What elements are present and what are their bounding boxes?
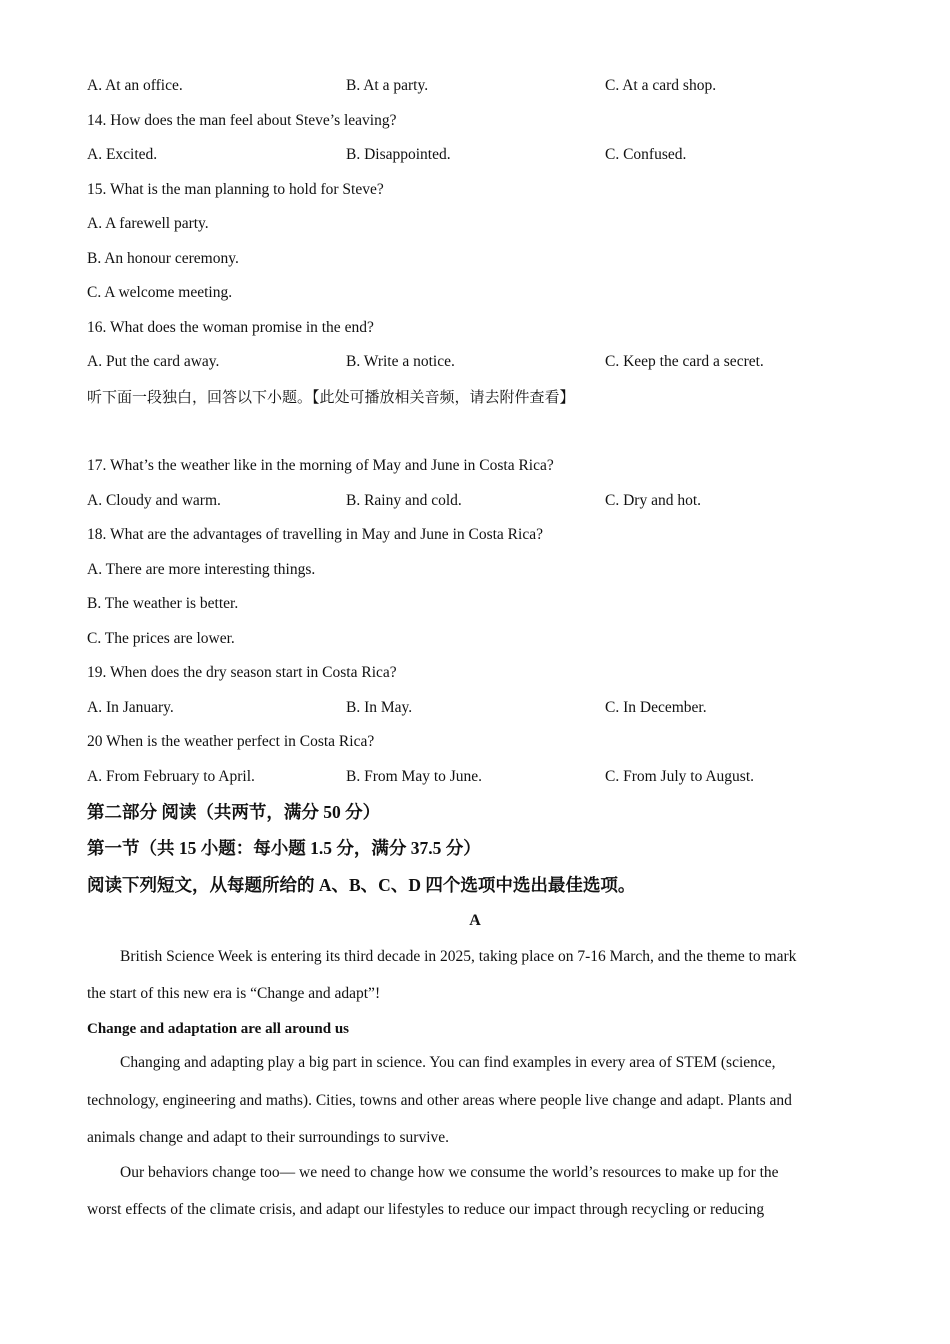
q13-option-c: C. At a card shop. xyxy=(605,77,717,94)
q19-question: 19. When does the dry season start in Costa Rica? xyxy=(87,664,397,681)
q18-option-a: A. There are more interesting things. xyxy=(87,561,316,578)
q14-option-b: B. Disappointed. xyxy=(346,146,451,163)
q18-question: 18. What are the advantages of travelling in May and June in Costa Rica? xyxy=(87,526,543,543)
q20-option-c: C. From July to August. xyxy=(605,768,754,785)
q16-option-a: A. Put the card away. xyxy=(87,353,220,370)
passage-p2-line1: Changing and adapting play a big part in science. You can find examples in every area of STEM (science, xyxy=(120,1054,776,1071)
passage-p1-line1: British Science Week is entering its third decade in 2025, taking place on 7-16 March, and the theme to mark xyxy=(120,948,797,965)
q15-question: 15. What is the man planning to hold for Steve? xyxy=(87,181,384,198)
q17-option-c: C. Dry and hot. xyxy=(605,492,702,509)
q13-option-a: A. At an office. xyxy=(87,77,183,94)
q20-question: 20 When is the weather perfect in Costa Rica? xyxy=(87,733,375,750)
q15-option-b: B. An honour ceremony. xyxy=(87,250,239,267)
q20-option-b: B. From May to June. xyxy=(346,768,483,785)
q18-option-b: B. The weather is better. xyxy=(87,595,239,612)
passage-p2-line3: animals change and adapt to their surroundings to survive. xyxy=(87,1129,450,1146)
passage-letter: A xyxy=(469,912,481,929)
q16-question: 16. What does the woman promise in the end? xyxy=(87,319,374,336)
q20-option-a: A. From February to April. xyxy=(87,768,255,785)
q16-options xyxy=(87,352,867,372)
q15-option-a: A. A farewell party. xyxy=(87,215,209,232)
part2-section1: 第一节（共 15 小题：每小题 1.5 分，满分 37.5 分） xyxy=(87,838,481,858)
part2-title: 第二部分 阅读（共两节，满分 50 分） xyxy=(87,802,381,822)
q20-options xyxy=(87,767,867,787)
passage-p2-line2: technology, engineering and maths). Cities, towns and other areas where people live change and adapt. Plants and xyxy=(87,1092,792,1109)
q17-question: 17. What’s the weather like in the morning of May and June in Costa Rica? xyxy=(87,457,554,474)
q19-option-a: A. In January. xyxy=(87,699,174,716)
q14-option-c: C. Confused. xyxy=(605,146,687,163)
q16-option-b: B. Write a notice. xyxy=(346,353,455,370)
q15-option-c: C. A welcome meeting. xyxy=(87,284,233,301)
passage-subheading: Change and adaptation are all around us xyxy=(87,1021,350,1037)
part2-instruction: 阅读下列短文，从每题所给的 A、B、C、D 四个选项中选出最佳选项。 xyxy=(87,875,636,895)
q17-option-a: A. Cloudy and warm. xyxy=(87,492,221,509)
passage-p3-line1: Our behaviors change too— we need to change how we consume the world’s resources to make up for the xyxy=(120,1164,779,1181)
q14-option-a: A. Excited. xyxy=(87,146,158,163)
q16-option-c: C. Keep the card a secret. xyxy=(605,353,764,370)
q17-options xyxy=(87,491,867,511)
q14-question: 14. How does the man feel about Steve’s leaving? xyxy=(87,112,397,129)
q13-option-b: B. At a party. xyxy=(346,77,429,94)
q17-option-b: B. Rainy and cold. xyxy=(346,492,462,509)
passage-p1-line2: the start of this new era is “Change and adapt”! xyxy=(87,985,381,1002)
q19-option-b: B. In May. xyxy=(346,699,413,716)
passage-p3-line2: worst effects of the climate crisis, and adapt our lifestyles to reduce our impact through recycling or reducing xyxy=(87,1201,765,1218)
q19-options xyxy=(87,698,867,718)
q18-option-c: C. The prices are lower. xyxy=(87,630,235,647)
monologue-instruction: 听下面一段独白，回答以下小题。【此处可播放相关音频，请去附件查看】 xyxy=(87,388,575,406)
q14-options xyxy=(87,145,867,165)
q13-options xyxy=(87,76,867,96)
q19-option-c: C. In December. xyxy=(605,699,707,716)
